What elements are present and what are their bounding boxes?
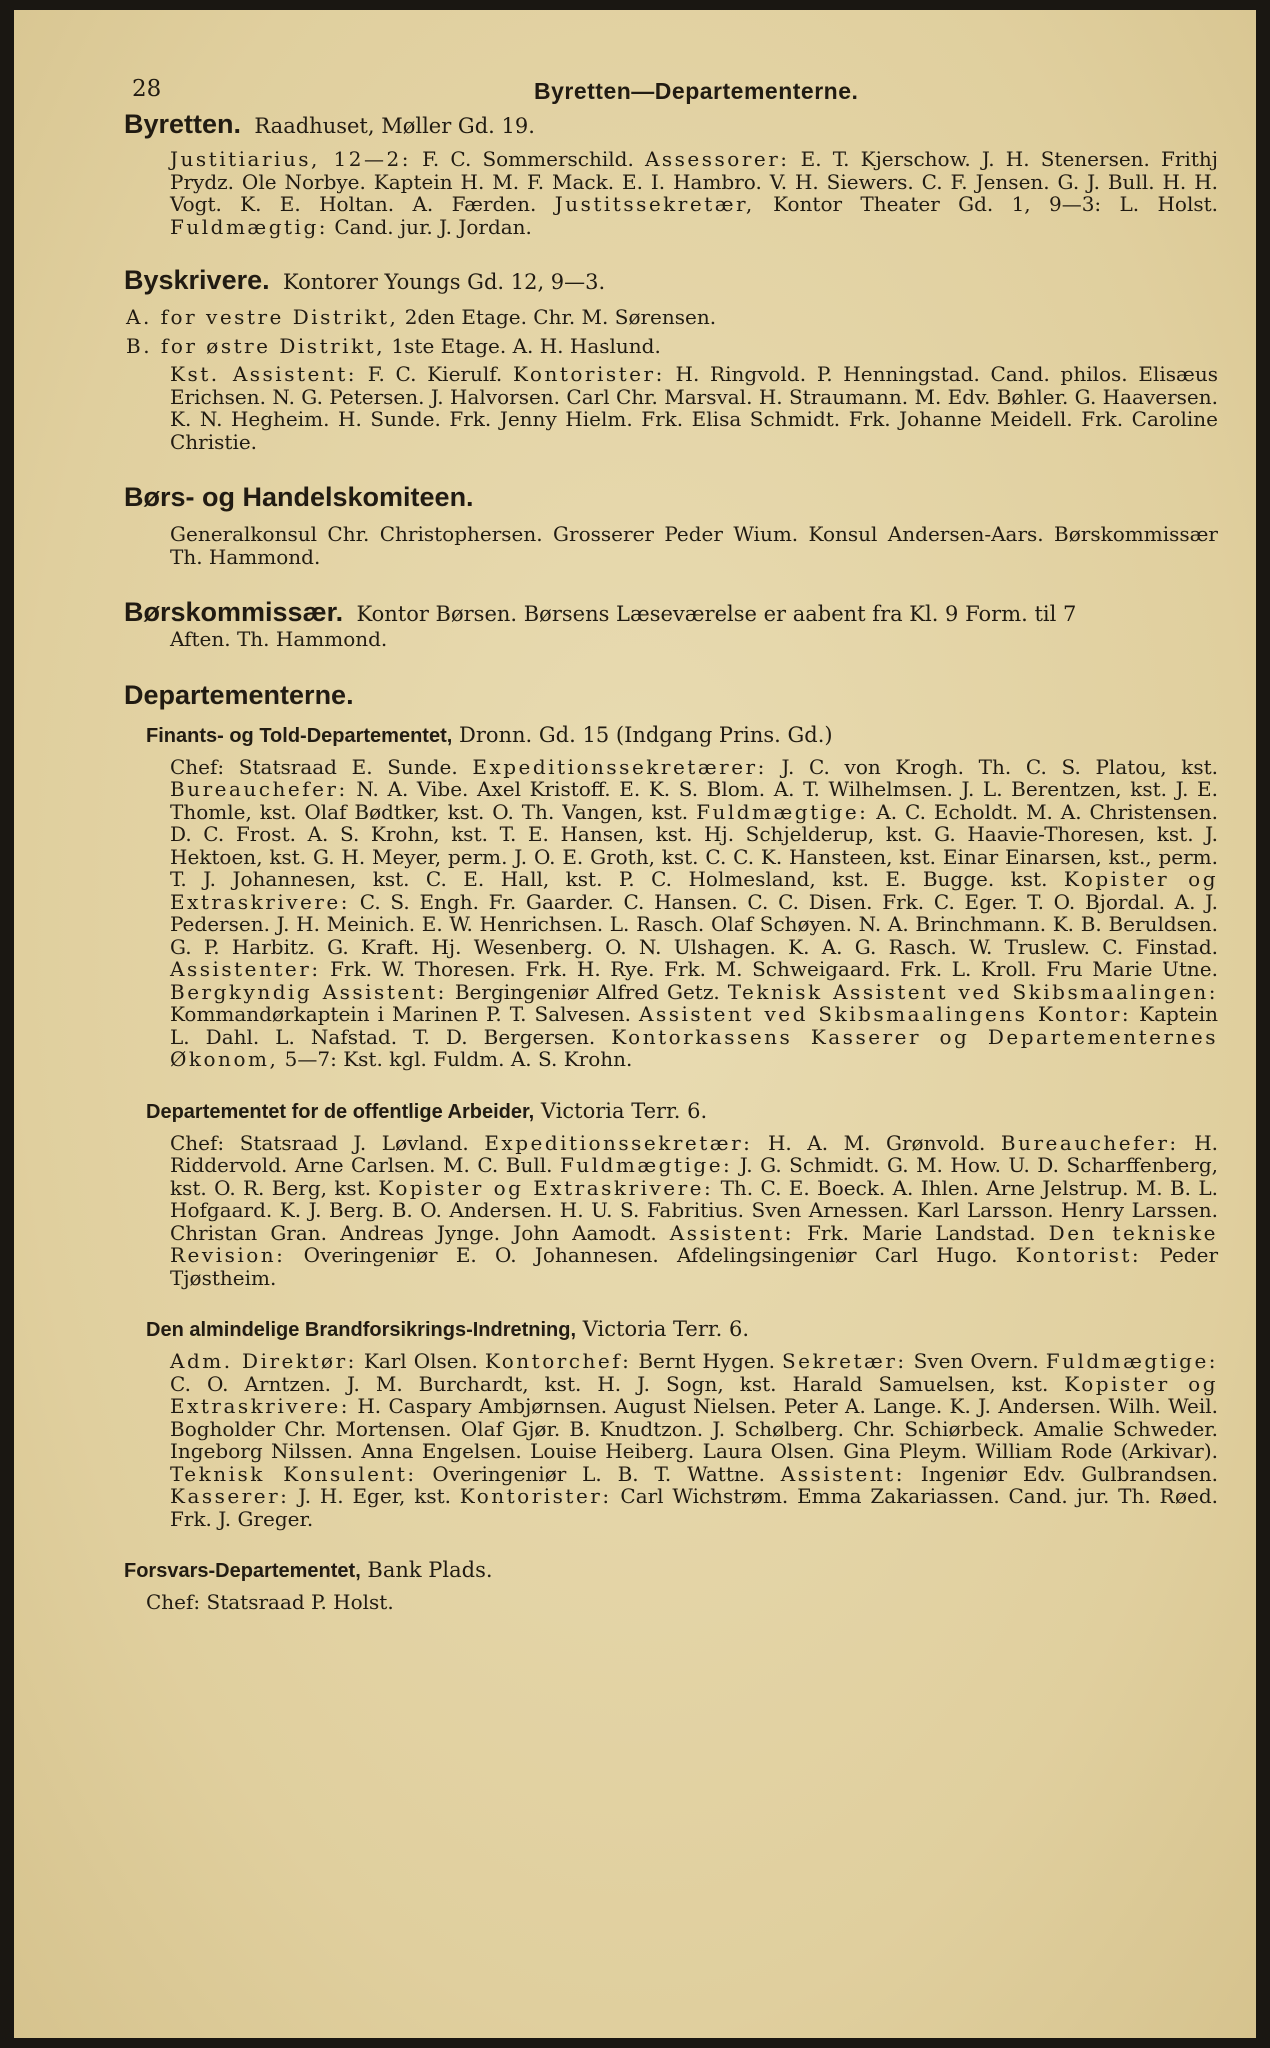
role-label: Kontorchef: xyxy=(484,1349,632,1373)
role-label: Assistent ved Skibsmaalingens Kontor: xyxy=(639,1002,1132,1026)
entry-text: H. Riddervold. Arne Carlsen. M. C. Bull. xyxy=(170,1130,1218,1177)
role-label: Fuldmægtig: xyxy=(170,214,328,239)
section-title: Departementerne. xyxy=(124,679,354,710)
section-title: Byretten. xyxy=(124,109,242,139)
role-label: Kasserer: xyxy=(170,1484,290,1508)
role-label: Fuldmægtige: xyxy=(559,1153,733,1177)
role-label: Justitiarius, 12—2: xyxy=(170,147,411,171)
entry-text: E. T. Kjerschow. J. H. Stenersen. Frithj Prydz. Ole Norbye. Kaptein H. M. F. Mack. E. I. Hambro. V. H. Siewers. C. F. Jensen. G. J. Bull. H. H. Vogt. K. E. Holtan. A. Færden. xyxy=(170,147,1218,216)
role-label: Fuldmægtige: xyxy=(1045,1349,1219,1373)
section-title: Byskrivere. xyxy=(124,265,270,295)
section-departementerne xyxy=(124,681,1218,1614)
entry-text: Bernt Hygen. xyxy=(631,1349,782,1373)
section-byskrivere xyxy=(124,266,1218,453)
dept-forsvars xyxy=(124,1556,1218,1614)
entry-text: H. A. M. Grønvold. xyxy=(752,1130,1001,1155)
dept-address: Bank Plads. xyxy=(360,1558,493,1582)
entry-text: Kommandørkaptein i Marinen P. T. Salvesen. xyxy=(170,1002,640,1026)
entry-text: Chef: Statsraad E. Sunde. xyxy=(170,754,473,779)
role-label: Expeditionssekretærer: xyxy=(472,754,767,779)
entry-text: Overingeniør E. O. Johannesen. Afdelingsingeniør Carl Hugo. xyxy=(285,1243,1016,1267)
district-b xyxy=(126,335,1218,358)
entry-text: Sven Overn. xyxy=(906,1349,1046,1373)
entry-text: Chef: Statsraad P. Holst. xyxy=(146,1590,394,1614)
role-label: Kontorist: xyxy=(1015,1243,1142,1267)
entry-text: J. C. von Krogh. Th. C. S. Platou, kst. xyxy=(766,754,1218,779)
entry-text: Peder Tjøstheim. xyxy=(170,1243,1219,1290)
dept-body xyxy=(170,1132,1218,1290)
role-label: Assistent: xyxy=(669,1220,794,1245)
role-label: Assistent: xyxy=(780,1461,905,1486)
entry-text: F. C. Kierulf. xyxy=(356,362,514,386)
entry-text: C. O. Arntzen. J. M. Burchardt, kst. H. J. Sogn, kst. Harald Samuelsen, kst. xyxy=(170,1371,1065,1396)
entry-text: J. H. Eger, kst. xyxy=(289,1484,460,1508)
entry-text: Frk. Marie Landstad. xyxy=(793,1220,1049,1245)
page-number: 28 xyxy=(132,76,162,102)
section-address: Kontor Børsen. Børsens Læseværelse er aabent fra Kl. 9 Form. til 7 xyxy=(356,602,1077,626)
running-title: Byretten—Departementerne. xyxy=(534,78,859,104)
role-label: Expeditionssekretær: xyxy=(484,1130,753,1155)
entry-text: 5—7: Kst. kgl. Fuldm. A. S. Krohn. xyxy=(278,1047,633,1071)
section-boers-handelskomiteen xyxy=(124,483,1218,568)
section-body xyxy=(170,363,1218,453)
section-body xyxy=(170,148,1218,238)
role-label: Den tekniske Revision: xyxy=(170,1220,1218,1267)
role-label: A. for vestre Distrikt, xyxy=(126,305,399,329)
role-label: Kontorister: xyxy=(459,1484,612,1508)
role-label: Bergkyndig Assistent: xyxy=(170,979,447,1004)
section-address: Raadhuset, Møller Gd. 19. xyxy=(254,114,535,138)
dept-offentlige-arbeider xyxy=(146,1097,1218,1290)
section-address: Kontorer Youngs Gd. 12, 9—3. xyxy=(282,270,606,294)
entry-text: Carl Wichstrøm. Emma Zakariassen. Cand. jur. Th. Røed. Frk. J. Greger. xyxy=(170,1484,1218,1531)
entry-text: 2den Etage. Chr. M. Sørensen. xyxy=(398,305,717,329)
dept-address: Victoria Terr. 6. xyxy=(534,1098,708,1123)
entry-text: Overingeniør L. B. T. Wattne. xyxy=(416,1461,781,1486)
entry-text: Chef: Statsraad J. Løvland. xyxy=(170,1130,485,1155)
entry-text: Th. C. E. Boeck. A. Ihlen. Arne Jelstrup. M. B. L. Hofgaard. K. J. Berg. B. O. Andersen. H. U. S. Fabritius. Sven Arnessen. Karl Larsson. Henry Larssen. Christan Gran. Andreas Jynge. John Aamodt. xyxy=(170,1175,1218,1245)
entry-text: H. Caspary Ambjørnsen. August Nielsen. Peter A. Lange. K. J. Andersen. Wilh. Weil. Bogholder Chr. Mortensen. Olaf Gjør. B. Knudtzon. J. Schølberg. Chr. Schiørbeck. Amalie Schweder. Ingeborg Nilssen. Anna Engelsen. Louise Heiberg. Laura Olsen. Gina Pleym. William Rode (Arkivar). xyxy=(170,1394,1218,1463)
dept-brandforsikrings-indretning xyxy=(146,1315,1218,1530)
section-title: Børs- og Handelskomiteen. xyxy=(124,482,474,512)
entry-text: Bergingeniør Alfred Getz. xyxy=(446,979,728,1004)
entry-text: Ingeniør Edv. Gulbrandsen. xyxy=(904,1461,1218,1486)
dept-body xyxy=(170,1350,1218,1530)
entry-text: 1ste Etage. A. H. Haslund. xyxy=(385,333,661,358)
role-label: Teknisk Konsulent: xyxy=(170,1461,417,1486)
role-label: Kontorister: xyxy=(513,362,665,386)
role-label: Assessorer: xyxy=(644,147,790,171)
role-label: Kopister og Extraskrivere: xyxy=(170,1371,1219,1418)
section-byretten xyxy=(124,110,1218,238)
entry-text: Cand. jur. J. Jordan. xyxy=(328,214,532,239)
entry-text: C. S. Engh. Fr. Gaarder. C. Hansen. C. C. Disen. Frk. C. Eger. T. O. Bjordal. A. J. Pedersen. J. H. Meinich. E. W. Henrichsen. L. Rasch. Olaf Schøyen. N. A. Brinchmann. K. B. Beruldsen. G. P. Harbitz. G. Kraft. Hj. Wesenberg. O. N. Ulshagen. K. A. G. Rasch. W. Truslew. C. Finstad. xyxy=(170,889,1218,959)
entry-text: Kaptein L. Dahl. L. Nafstad. T. D. Bergersen. xyxy=(170,1002,1219,1049)
dept-finants xyxy=(146,721,1218,1071)
entry-text: J. G. Schmidt. G. M. How. U. D. Scharffenberg, kst. O. R. Berg, kst. xyxy=(170,1153,1218,1200)
directory-page xyxy=(14,10,1256,2038)
entry-text: N. A. Vibe. Axel Kristoff. E. K. S. Blom. A. T. Wilhelmsen. J. L. Berentzen, kst. J. E. Thomle, kst. Olaf Bødtker, kst. O. Th. Vangen, kst. xyxy=(170,777,1218,824)
role-label: Justitssekretær, xyxy=(554,192,755,216)
role-label: Bureauchefer: xyxy=(1000,1130,1179,1155)
section-title: Børskommissær. xyxy=(124,597,344,627)
entry-text: Frk. W. Thoresen. Frk. H. Rye. Frk. M. Schweigaard. Frk. L. Kroll. Fru Marie Utne. xyxy=(320,957,1218,981)
role-label: Adm. Direktør: xyxy=(170,1349,357,1373)
entry-text: Karl Olsen. xyxy=(356,1349,485,1373)
entry-text: F. C. Sommerschild. xyxy=(410,147,645,171)
page-header xyxy=(124,56,1218,104)
entry-text: H. Ringvold. P. Henningstad. Cand. philos. Elisæus Erichsen. N. G. Petersen. J. Halvorsen. Carl Chr. Marsval. H. Straumann. M. Edv. Bøhler. G. Haaversen. K. N. Hegheim. H. Sunde. Frk. Jenny Hielm. Frk. Elisa Schmidt. Frk. Johanne Meidell. Frk. Caroline Christie. xyxy=(170,362,1218,454)
entry-text: Kontor Theater Gd. 1, 9—3: L. Holst. xyxy=(754,192,1218,216)
role-label: Bureauchefer: xyxy=(170,777,348,801)
section-boerskommissaer xyxy=(124,598,1218,651)
district-a xyxy=(126,306,1218,329)
role-label: Kst. Assistent: xyxy=(170,362,357,386)
dept-title: Den almindelige Brandforsikrings-Indretning, xyxy=(146,1319,577,1341)
dept-title: Finants- og Told-Departementet, xyxy=(146,724,453,747)
dept-address: Dronn. Gd. 15 (Indgang Prins. Gd.) xyxy=(452,722,833,747)
dept-title: Forsvars-Departementet, xyxy=(124,1560,361,1582)
role-label: Teknisk Assistent ved Skibsmaalingen: xyxy=(727,979,1218,1004)
role-label: B. for østre Distrikt, xyxy=(126,333,386,358)
role-label: Kopister og Extraskrivere: xyxy=(170,867,1219,914)
dept-address: Victoria Terr. 6. xyxy=(576,1317,750,1341)
dept-body xyxy=(170,756,1218,1071)
role-label: Kontorkassens Kasserer og Departementernes Økonom, xyxy=(170,1024,1219,1071)
section-body: Generalkonsul Chr. Christophersen. Grosserer Peder Wium. Konsul Andersen-Aars. Børskommissær Th. Hammond. xyxy=(170,522,1218,569)
dept-title: Departementet for de offentlige Arbeider, xyxy=(146,1100,535,1123)
entry-text: A. C. Echoldt. M. A. Christensen. D. C. Frost. A. S. Krohn, kst. T. E. Hansen, kst. Hj. Schjelderup, kst. G. Haavie-Thoresen, kst. J. Hektoen, kst. G. H. Meyer, perm. J. O. E. Groth, kst. C. C. K. Hansteen, kst. Einar Einarsen, kst., perm. T. J. Johannesen, kst. C. E. Hall, kst. P. C. Holmesland, kst. E. Bugge. kst. xyxy=(170,799,1218,891)
role-label: Kopister og Extraskrivere: xyxy=(378,1175,714,1200)
section-body: Aften. Th. Hammond. xyxy=(170,627,388,651)
role-label: Sekretær: xyxy=(781,1349,907,1373)
role-label: Fuldmægtige: xyxy=(696,799,869,824)
role-label: Assistenter: xyxy=(170,957,321,981)
dept-body xyxy=(146,1591,1218,1614)
